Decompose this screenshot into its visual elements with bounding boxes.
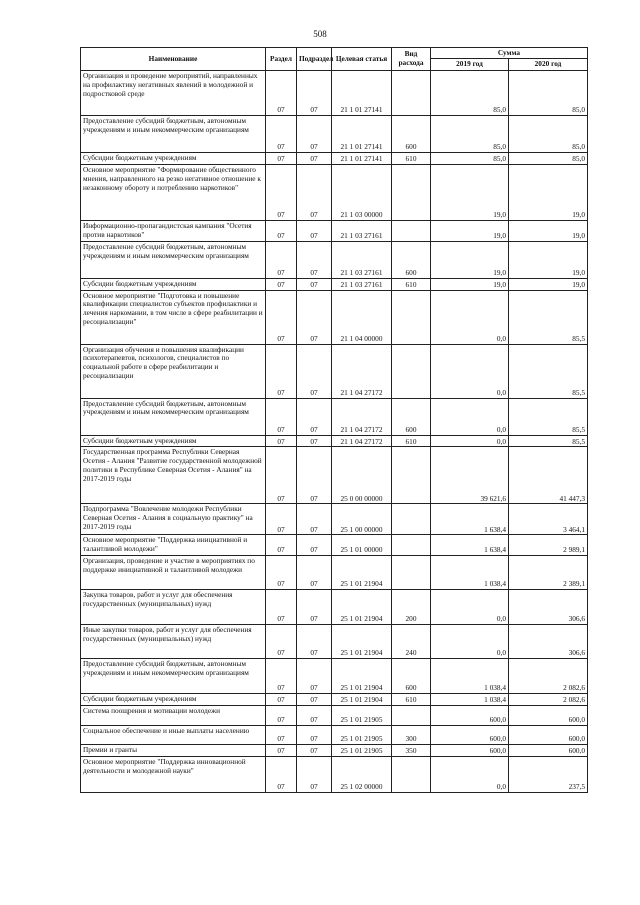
table-row: [81, 71, 588, 116]
row-expense-type: [392, 706, 431, 726]
row-name: Государственная программа Республики Северная Осетия - Алания "Развитие государственной молодежной политики в Республике Северная Осетия - Алания" на 2017-2019 годы: [81, 447, 266, 504]
row-target-article: 25 0 00 00000: [332, 447, 392, 504]
row-sum-2019: 85,0: [431, 71, 509, 116]
row-expense-type: [392, 535, 431, 556]
row-sum-2020: 85,5: [509, 344, 588, 398]
row-sum-2019: 19,0: [431, 278, 509, 290]
row-target-article: 25 1 01 21904: [332, 590, 392, 625]
row-subsection: 07: [297, 726, 332, 745]
row-sum-2020: 306,6: [509, 590, 588, 625]
row-name: Организация, проведение и участие в мероприятиях по поддержке инициативной и талантливой молодежи: [81, 556, 266, 590]
row-name: Предоставление субсидий бюджетным, автономным учреждениям и иным некоммерческим организациям: [81, 659, 266, 694]
row-subsection: 07: [297, 535, 332, 556]
row-name: Организация и проведение мероприятий, направленных на профилактику негативных явлений в молодежной и подростковой среде: [81, 71, 266, 116]
row-sum-2019: 0,0: [431, 435, 509, 447]
table-row: [81, 659, 588, 694]
row-section: 07: [266, 220, 297, 241]
row-section: 07: [266, 447, 297, 504]
row-section: 07: [266, 504, 297, 535]
row-sum-2019: 39 621,6: [431, 447, 509, 504]
row-sum-2019: 1 038,4: [431, 659, 509, 694]
row-expense-type: [392, 757, 431, 793]
row-section: 07: [266, 278, 297, 290]
row-section: 07: [266, 398, 297, 435]
row-section: 07: [266, 556, 297, 590]
header-name: Наименование: [81, 48, 266, 71]
row-name: Основное мероприятие "Поддержка инновационной деятельности и молодежной науки": [81, 757, 266, 793]
row-expense-type: 600: [392, 659, 431, 694]
row-subsection: 07: [297, 164, 332, 220]
row-target-article: 21 1 04 27172: [332, 398, 392, 435]
row-expense-type: 610: [392, 153, 431, 165]
row-section: 07: [266, 241, 297, 278]
row-name: Социальное обеспечение и иные выплаты населению: [81, 726, 266, 745]
row-target-article: 21 1 03 00000: [332, 164, 392, 220]
row-section: 07: [266, 116, 297, 153]
row-sum-2020: 3 464,1: [509, 504, 588, 535]
row-sum-2020: 600,0: [509, 726, 588, 745]
header-target: Целевая статья: [332, 48, 392, 71]
row-section: 07: [266, 694, 297, 706]
table-row: [81, 535, 588, 556]
row-section: 07: [266, 535, 297, 556]
row-sum-2019: 0,0: [431, 590, 509, 625]
row-sum-2019: 1 638,4: [431, 535, 509, 556]
row-expense-type: 610: [392, 435, 431, 447]
table-body: [81, 71, 588, 793]
row-sum-2019: 85,0: [431, 153, 509, 165]
header-type: Вид расхода: [392, 48, 431, 71]
header-2020: 2020 год: [509, 59, 588, 71]
row-subsection: 07: [297, 504, 332, 535]
row-target-article: 25 1 01 21904: [332, 556, 392, 590]
row-expense-type: [392, 71, 431, 116]
row-sum-2019: 1 038,4: [431, 556, 509, 590]
row-target-article: 21 1 03 27161: [332, 241, 392, 278]
row-sum-2020: 600,0: [509, 745, 588, 757]
header-2019: 2019 год: [431, 59, 509, 71]
table-row: [81, 504, 588, 535]
table-row: [81, 398, 588, 435]
row-target-article: 25 1 00 00000: [332, 504, 392, 535]
row-sum-2020: 85,5: [509, 435, 588, 447]
row-expense-type: [392, 220, 431, 241]
table-row: [81, 116, 588, 153]
row-sum-2019: 85,0: [431, 116, 509, 153]
row-target-article: 21 1 04 27172: [332, 435, 392, 447]
row-sum-2019: 0,0: [431, 398, 509, 435]
table-row: [81, 153, 588, 165]
row-sum-2019: 600,0: [431, 745, 509, 757]
table-row: [81, 556, 588, 590]
table-row: [81, 745, 588, 757]
row-target-article: 21 1 01 27141: [332, 116, 392, 153]
row-section: 07: [266, 590, 297, 625]
table-row: [81, 435, 588, 447]
row-name: Предоставление субсидий бюджетным, автономным учреждениям и иным некоммерческим организациям: [81, 241, 266, 278]
row-section: 07: [266, 757, 297, 793]
row-target-article: 25 1 01 00000: [332, 535, 392, 556]
row-expense-type: 240: [392, 625, 431, 659]
row-sum-2019: 600,0: [431, 706, 509, 726]
row-name: Субсидии бюджетным учреждениям: [81, 694, 266, 706]
table-row: [81, 447, 588, 504]
row-target-article: 21 1 03 27161: [332, 220, 392, 241]
row-subsection: 07: [297, 447, 332, 504]
row-expense-type: 610: [392, 694, 431, 706]
row-target-article: 21 1 04 27172: [332, 344, 392, 398]
row-sum-2020: 85,5: [509, 398, 588, 435]
row-name: Субсидии бюджетным учреждениям: [81, 278, 266, 290]
row-expense-type: [392, 344, 431, 398]
row-section: 07: [266, 435, 297, 447]
row-subsection: 07: [297, 757, 332, 793]
row-expense-type: 600: [392, 398, 431, 435]
row-subsection: 07: [297, 435, 332, 447]
row-expense-type: 600: [392, 116, 431, 153]
row-name: Система поощрения и мотивации молодежи: [81, 706, 266, 726]
row-sum-2019: 0,0: [431, 625, 509, 659]
row-expense-type: 350: [392, 745, 431, 757]
row-sum-2019: 1 038,4: [431, 694, 509, 706]
row-subsection: 07: [297, 116, 332, 153]
row-sum-2020: 19,0: [509, 278, 588, 290]
header-subsection: Подраздел: [297, 48, 332, 71]
row-subsection: 07: [297, 290, 332, 344]
table-row: [81, 625, 588, 659]
table-row: [81, 278, 588, 290]
row-name: Информационно-пропагандистская кампания "Осетия против наркотиков": [81, 220, 266, 241]
row-sum-2019: 19,0: [431, 164, 509, 220]
table-row: [81, 726, 588, 745]
row-target-article: 21 1 01 27141: [332, 71, 392, 116]
row-sum-2020: 19,0: [509, 241, 588, 278]
table-row: [81, 706, 588, 726]
row-sum-2020: 19,0: [509, 164, 588, 220]
row-section: 07: [266, 745, 297, 757]
table-row: [81, 344, 588, 398]
row-section: 07: [266, 706, 297, 726]
row-subsection: 07: [297, 344, 332, 398]
row-expense-type: [392, 447, 431, 504]
row-subsection: 07: [297, 71, 332, 116]
row-target-article: 25 1 01 21905: [332, 706, 392, 726]
row-sum-2020: 19,0: [509, 220, 588, 241]
row-sum-2020: 2 389,1: [509, 556, 588, 590]
row-sum-2019: 0,0: [431, 290, 509, 344]
row-target-article: 25 1 01 21905: [332, 745, 392, 757]
row-section: 07: [266, 659, 297, 694]
row-sum-2020: 600,0: [509, 706, 588, 726]
table-row: [81, 694, 588, 706]
row-target-article: 25 1 02 00000: [332, 757, 392, 793]
row-name: Организация обучения и повышения квалификации психотерапевтов, психологов, специалистов по социальной работе в сфере реабилитации и ресоциализации: [81, 344, 266, 398]
row-sum-2020: 85,0: [509, 116, 588, 153]
row-sum-2020: 2 082,6: [509, 694, 588, 706]
row-sum-2020: 85,0: [509, 71, 588, 116]
row-name: Основное мероприятие "Подготовка и повышение квалификации специалистов субъектов профилактики и лечения наркомании, в том числе в сфере реабилитации и ресоциализации": [81, 290, 266, 344]
row-sum-2019: 1 638,4: [431, 504, 509, 535]
row-subsection: 07: [297, 220, 332, 241]
row-name: Предоставление субсидий бюджетным, автономным учреждениям и иным некоммерческим организациям: [81, 398, 266, 435]
table-row: [81, 220, 588, 241]
table-row: [81, 290, 588, 344]
row-subsection: 07: [297, 398, 332, 435]
row-sum-2020: 237,5: [509, 757, 588, 793]
row-section: 07: [266, 625, 297, 659]
row-sum-2019: 19,0: [431, 220, 509, 241]
header-section: Раздел: [266, 48, 297, 71]
row-target-article: 21 1 03 27161: [332, 278, 392, 290]
budget-table: [80, 47, 588, 793]
row-subsection: 07: [297, 694, 332, 706]
row-section: 07: [266, 153, 297, 165]
row-sum-2020: 85,0: [509, 153, 588, 165]
row-subsection: 07: [297, 590, 332, 625]
row-target-article: 25 1 01 21905: [332, 726, 392, 745]
row-section: 07: [266, 71, 297, 116]
row-subsection: 07: [297, 278, 332, 290]
row-target-article: 21 1 04 00000: [332, 290, 392, 344]
row-section: 07: [266, 726, 297, 745]
row-section: 07: [266, 164, 297, 220]
table-header: [81, 48, 588, 71]
row-name: Подпрограмма "Вовлечение молодежи Республики Северная Осетия - Алания в социальную практику" на 2017-2019 годы: [81, 504, 266, 535]
row-sum-2020: 2 082,6: [509, 659, 588, 694]
row-subsection: 07: [297, 241, 332, 278]
row-name: Субсидии бюджетным учреждениям: [81, 153, 266, 165]
row-expense-type: 610: [392, 278, 431, 290]
row-sum-2020: 2 989,1: [509, 535, 588, 556]
row-sum-2019: 19,0: [431, 241, 509, 278]
row-name: Иные закупки товаров, работ и услуг для обеспечения государственных (муниципальных) нужд: [81, 625, 266, 659]
row-expense-type: [392, 290, 431, 344]
table-row: [81, 241, 588, 278]
row-subsection: 07: [297, 659, 332, 694]
row-name: Предоставление субсидий бюджетным, автономным учреждениям и иным некоммерческим организациям: [81, 116, 266, 153]
row-name: Субсидии бюджетным учреждениям: [81, 435, 266, 447]
row-expense-type: [392, 556, 431, 590]
page-number: 508: [313, 29, 327, 39]
row-subsection: 07: [297, 556, 332, 590]
row-sum-2020: 85,5: [509, 290, 588, 344]
row-expense-type: 300: [392, 726, 431, 745]
row-section: 07: [266, 344, 297, 398]
row-expense-type: 200: [392, 590, 431, 625]
table-row: [81, 164, 588, 220]
row-name: Основное мероприятие "Формирование общественного мнения, направленного на резко негативное отношение к незаконному обороту и потреблению наркотиков": [81, 164, 266, 220]
header-sum: Сумма: [431, 48, 588, 59]
table-row: [81, 757, 588, 793]
row-target-article: 25 1 01 21904: [332, 625, 392, 659]
row-name: Премии и гранты: [81, 745, 266, 757]
row-sum-2019: 0,0: [431, 757, 509, 793]
row-sum-2020: 41 447,3: [509, 447, 588, 504]
row-expense-type: 600: [392, 241, 431, 278]
row-subsection: 07: [297, 625, 332, 659]
row-target-article: 25 1 01 21904: [332, 659, 392, 694]
row-subsection: 07: [297, 153, 332, 165]
row-sum-2019: 0,0: [431, 344, 509, 398]
row-name: Закупка товаров, работ и услуг для обеспечения государственных (муниципальных) нужд: [81, 590, 266, 625]
row-target-article: 25 1 01 21904: [332, 694, 392, 706]
row-section: 07: [266, 290, 297, 344]
row-expense-type: [392, 504, 431, 535]
row-subsection: 07: [297, 745, 332, 757]
table-row: [81, 590, 588, 625]
row-subsection: 07: [297, 706, 332, 726]
row-sum-2019: 600,0: [431, 726, 509, 745]
row-expense-type: [392, 164, 431, 220]
row-target-article: 21 1 01 27141: [332, 153, 392, 165]
row-sum-2020: 306,6: [509, 625, 588, 659]
row-name: Основное мероприятие "Поддержка инициативной и талантливой молодежи": [81, 535, 266, 556]
